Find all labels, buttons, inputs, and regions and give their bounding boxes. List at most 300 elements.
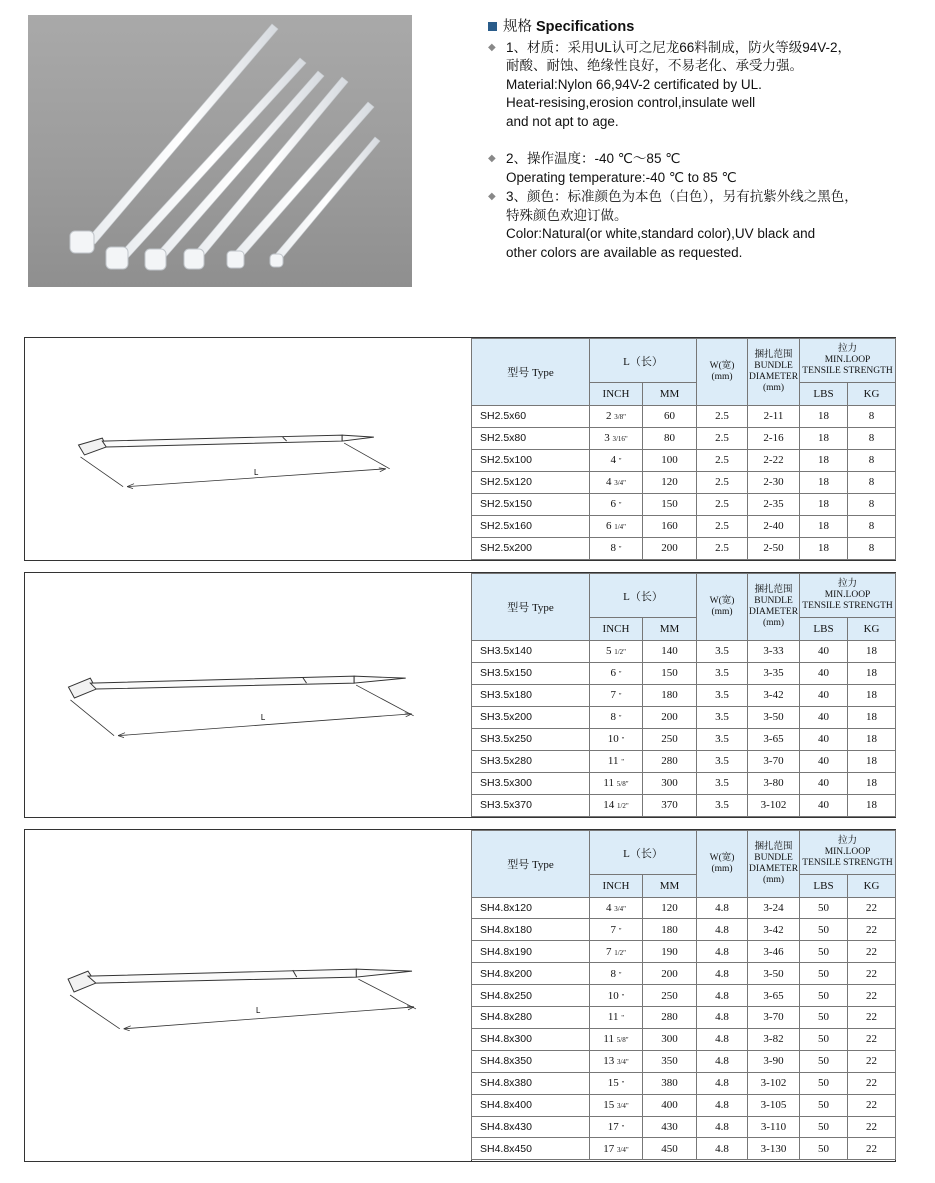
cell-inch bbox=[590, 662, 643, 684]
cell-mm: 180 bbox=[643, 919, 697, 941]
cell-inch bbox=[590, 1007, 643, 1029]
table-row bbox=[472, 1116, 896, 1138]
cell-inch bbox=[590, 684, 643, 706]
spec-line: Operating temperature:-40 ℃ to 85 ℃ bbox=[506, 169, 737, 185]
inch-fraction: 3/16" bbox=[612, 435, 628, 443]
header-bundle bbox=[748, 574, 800, 641]
cell-inch bbox=[590, 427, 643, 449]
table-row bbox=[472, 706, 896, 728]
cell-width: 4.8 bbox=[697, 963, 748, 985]
table-row bbox=[472, 515, 896, 537]
table-row bbox=[472, 684, 896, 706]
header-bundle bbox=[748, 831, 800, 898]
cell-type: SH4.8x450 bbox=[472, 1138, 590, 1160]
inch-fraction: " bbox=[621, 758, 625, 766]
cell-kg: 22 bbox=[848, 1028, 896, 1050]
inch-whole: 11 bbox=[607, 755, 619, 767]
cell-bundle: 2-22 bbox=[748, 449, 800, 471]
cell-mm: 380 bbox=[643, 1072, 697, 1094]
spec-line: 2、操作温度：-40 ℃～85 ℃ bbox=[506, 151, 681, 166]
cell-bundle: 3-35 bbox=[748, 662, 800, 684]
table-row bbox=[472, 662, 896, 684]
inch-fraction: 3/8" bbox=[614, 413, 627, 421]
header-bundle-en1: BUNDLE bbox=[754, 360, 793, 371]
cell-width: 2.5 bbox=[697, 405, 748, 427]
product-photo bbox=[28, 15, 412, 287]
inch-whole: 10 bbox=[607, 989, 619, 1002]
cell-mm: 250 bbox=[643, 728, 697, 750]
inch-whole: 4 bbox=[605, 901, 612, 914]
table-row bbox=[472, 941, 896, 963]
cell-type: SH2.5x160 bbox=[472, 515, 590, 537]
cell-width: 4.8 bbox=[697, 919, 748, 941]
cell-inch bbox=[590, 405, 643, 427]
inch-fraction: " bbox=[618, 545, 622, 553]
cell-type: SH2.5x200 bbox=[472, 537, 590, 559]
inch-fraction: " bbox=[618, 970, 622, 979]
cell-lbs: 18 bbox=[800, 537, 848, 559]
table-row bbox=[472, 794, 896, 816]
header-mm: MM bbox=[643, 875, 697, 898]
cell-inch bbox=[590, 985, 643, 1007]
inch-fraction: " bbox=[618, 670, 622, 678]
inch-whole: 17 bbox=[607, 1121, 619, 1134]
cell-bundle: 3-50 bbox=[748, 963, 800, 985]
cell-type: SH4.8x120 bbox=[472, 897, 590, 919]
cell-bundle: 3-102 bbox=[748, 1072, 800, 1094]
cell-type: SH3.5x180 bbox=[472, 684, 590, 706]
product-block-sh3.5 bbox=[24, 572, 896, 818]
cell-type: SH2.5x100 bbox=[472, 449, 590, 471]
cell-mm: 120 bbox=[643, 897, 697, 919]
header-tensile-cn: 拉力 bbox=[838, 836, 858, 846]
inch-whole: 8 bbox=[610, 967, 616, 980]
cell-mm: 60 bbox=[643, 405, 697, 427]
cell-mm: 200 bbox=[643, 706, 697, 728]
inch-fraction: " bbox=[618, 926, 622, 935]
table-row bbox=[472, 1007, 896, 1029]
inch-fraction: " bbox=[618, 501, 622, 509]
inch-whole: 11 bbox=[603, 777, 615, 789]
cell-kg: 22 bbox=[848, 963, 896, 985]
table-row bbox=[472, 897, 896, 919]
cell-bundle: 3-65 bbox=[748, 985, 800, 1007]
table-row bbox=[472, 405, 896, 427]
cell-kg: 22 bbox=[848, 1116, 896, 1138]
header-inch: INCH bbox=[590, 383, 643, 406]
header-bundle-unit: (mm) bbox=[762, 617, 785, 628]
cell-width: 3.5 bbox=[697, 794, 748, 816]
cell-width: 3.5 bbox=[697, 728, 748, 750]
cell-mm: 190 bbox=[643, 941, 697, 963]
cell-kg: 22 bbox=[848, 1072, 896, 1094]
cell-bundle: 3-50 bbox=[748, 706, 800, 728]
header-mm: MM bbox=[643, 383, 697, 406]
tie-head-4 bbox=[184, 249, 204, 269]
cell-kg: 18 bbox=[848, 684, 896, 706]
cell-lbs: 40 bbox=[800, 640, 848, 662]
cell-width: 2.5 bbox=[697, 515, 748, 537]
table-row bbox=[472, 640, 896, 662]
cell-width: 2.5 bbox=[697, 471, 748, 493]
inch-fraction: " bbox=[621, 736, 625, 744]
tie-head-6 bbox=[270, 254, 283, 267]
inch-whole: 17 bbox=[603, 1142, 615, 1155]
cell-lbs: 40 bbox=[800, 750, 848, 772]
cell-inch bbox=[590, 728, 643, 750]
inch-fraction: " bbox=[618, 692, 622, 700]
cell-kg: 8 bbox=[848, 405, 896, 427]
cell-width: 3.5 bbox=[697, 640, 748, 662]
cell-bundle: 3-70 bbox=[748, 1007, 800, 1029]
spec-line: Color:Natural(or white,standard color),UV black and bbox=[506, 226, 816, 241]
cell-type: SH4.8x200 bbox=[472, 963, 590, 985]
cell-bundle: 2-40 bbox=[748, 515, 800, 537]
header-width-label: W(宽) bbox=[709, 360, 735, 371]
cell-bundle: 3-46 bbox=[748, 941, 800, 963]
cable-tie-diagram bbox=[25, 830, 471, 1161]
header-width bbox=[697, 574, 748, 641]
cell-width: 4.8 bbox=[697, 1072, 748, 1094]
cell-lbs: 40 bbox=[800, 706, 848, 728]
table-row bbox=[472, 471, 896, 493]
tie-head-1 bbox=[70, 231, 94, 253]
cell-inch bbox=[590, 1050, 643, 1072]
cell-mm: 450 bbox=[643, 1138, 697, 1160]
inch-whole: 15 bbox=[603, 1099, 615, 1112]
table-row bbox=[472, 1138, 896, 1160]
cell-width: 4.8 bbox=[697, 941, 748, 963]
cell-kg: 22 bbox=[848, 1050, 896, 1072]
spec-title-en: Specifications bbox=[536, 19, 635, 35]
cell-width: 4.8 bbox=[697, 1116, 748, 1138]
cell-kg: 8 bbox=[848, 515, 896, 537]
cell-width: 4.8 bbox=[697, 897, 748, 919]
header-bundle-en2: DIAMETER bbox=[748, 863, 799, 874]
header-lbs: LBS bbox=[800, 618, 848, 641]
cell-type: SH4.8x250 bbox=[472, 985, 590, 1007]
cell-lbs: 50 bbox=[800, 1138, 848, 1160]
table-row bbox=[472, 750, 896, 772]
inch-fraction: 1/2" bbox=[614, 648, 627, 656]
cell-lbs: 40 bbox=[800, 772, 848, 794]
cell-lbs: 50 bbox=[800, 1028, 848, 1050]
spec-temperature bbox=[488, 150, 918, 187]
cell-lbs: 50 bbox=[800, 1094, 848, 1116]
cell-bundle: 3-42 bbox=[748, 684, 800, 706]
cell-kg: 22 bbox=[848, 985, 896, 1007]
cell-bundle: 3-105 bbox=[748, 1094, 800, 1116]
cell-width: 4.8 bbox=[697, 1007, 748, 1029]
inch-whole: 7 bbox=[610, 923, 616, 936]
cell-width: 4.8 bbox=[697, 1138, 748, 1160]
cell-mm: 350 bbox=[643, 1050, 697, 1072]
inch-fraction: 5/8" bbox=[616, 780, 629, 788]
spec-heading bbox=[488, 18, 918, 37]
cell-kg: 22 bbox=[848, 941, 896, 963]
inch-fraction: 3/4" bbox=[616, 1145, 629, 1154]
cell-inch bbox=[590, 794, 643, 816]
table-row bbox=[472, 1094, 896, 1116]
inch-fraction: " bbox=[618, 457, 622, 465]
header-width-label: W(宽) bbox=[709, 595, 735, 606]
table-row bbox=[472, 449, 896, 471]
header-kg: KG bbox=[848, 875, 896, 898]
cell-mm: 430 bbox=[643, 1116, 697, 1138]
spec-material bbox=[488, 39, 918, 132]
spec-line: 特殊颜色欢迎订做。 bbox=[506, 207, 628, 223]
cell-lbs: 50 bbox=[800, 941, 848, 963]
header-length: L（长） bbox=[590, 574, 697, 618]
cell-kg: 18 bbox=[848, 706, 896, 728]
inch-whole: 11 bbox=[607, 1011, 619, 1024]
cell-type: SH3.5x250 bbox=[472, 728, 590, 750]
inch-whole: 11 bbox=[603, 1033, 615, 1046]
cell-kg: 18 bbox=[848, 728, 896, 750]
header-width-label: W(宽) bbox=[709, 852, 735, 863]
spec-line: and not apt to age. bbox=[506, 113, 619, 129]
tie-diagram-panel bbox=[25, 830, 472, 1161]
header-length: L（长） bbox=[590, 339, 697, 383]
cell-lbs: 40 bbox=[800, 662, 848, 684]
cell-lbs: 50 bbox=[800, 1116, 848, 1138]
cell-width: 4.8 bbox=[697, 1028, 748, 1050]
header-bundle-cn: 捆扎范围 bbox=[754, 841, 793, 852]
cell-inch bbox=[590, 493, 643, 515]
cell-bundle: 3-70 bbox=[748, 750, 800, 772]
inch-fraction: " bbox=[621, 992, 625, 1001]
header-inch: INCH bbox=[590, 875, 643, 898]
inch-fraction: 1/2" bbox=[614, 948, 627, 957]
table-row bbox=[472, 1072, 896, 1094]
cell-type: SH4.8x400 bbox=[472, 1094, 590, 1116]
cell-type: SH3.5x300 bbox=[472, 772, 590, 794]
product-block-sh4.8 bbox=[24, 829, 896, 1162]
cell-inch bbox=[590, 772, 643, 794]
cell-mm: 200 bbox=[643, 537, 697, 559]
cable-tie-diagram bbox=[25, 573, 471, 817]
header-width bbox=[697, 831, 748, 898]
spec-title-cn: 规格 bbox=[503, 19, 532, 35]
cell-inch bbox=[590, 537, 643, 559]
cell-mm: 250 bbox=[643, 985, 697, 1007]
cell-lbs: 50 bbox=[800, 919, 848, 941]
table-row bbox=[472, 985, 896, 1007]
header-bundle-cn: 捆扎范围 bbox=[754, 349, 793, 360]
inch-whole: 6 bbox=[605, 520, 612, 532]
header-type: 型号 Type bbox=[472, 831, 590, 898]
cell-width: 2.5 bbox=[697, 449, 748, 471]
cell-mm: 300 bbox=[643, 1028, 697, 1050]
cell-mm: 400 bbox=[643, 1094, 697, 1116]
cell-type: SH4.8x180 bbox=[472, 919, 590, 941]
cell-type: SH4.8x430 bbox=[472, 1116, 590, 1138]
square-bullet-icon bbox=[488, 22, 497, 31]
cell-bundle: 3-102 bbox=[748, 794, 800, 816]
inch-whole: 6 bbox=[610, 667, 616, 679]
inch-whole: 8 bbox=[610, 542, 616, 554]
cell-inch bbox=[590, 1028, 643, 1050]
table-row bbox=[472, 537, 896, 559]
inch-whole: 13 bbox=[603, 1055, 615, 1068]
header-lbs: LBS bbox=[800, 875, 848, 898]
cell-kg: 22 bbox=[848, 897, 896, 919]
cell-type: SH3.5x280 bbox=[472, 750, 590, 772]
header-width-unit: (mm) bbox=[711, 863, 733, 874]
cell-type: SH2.5x150 bbox=[472, 493, 590, 515]
cell-width: 2.5 bbox=[697, 493, 748, 515]
inch-whole: 8 bbox=[610, 711, 616, 723]
diamond-bullet-icon: ◆ bbox=[488, 41, 496, 53]
inch-fraction: 3/4" bbox=[614, 904, 627, 913]
cell-type: SH4.8x280 bbox=[472, 1007, 590, 1029]
header-bundle-unit: (mm) bbox=[762, 382, 785, 393]
cell-type: SH4.8x300 bbox=[472, 1028, 590, 1050]
cell-inch bbox=[590, 919, 643, 941]
cell-bundle: 2-50 bbox=[748, 537, 800, 559]
cell-kg: 8 bbox=[848, 471, 896, 493]
cell-lbs: 50 bbox=[800, 1007, 848, 1029]
header-tensile-en2: TENSILE STRENGTH bbox=[802, 601, 893, 611]
spec-line: 耐酸、耐蚀、绝缘性良好，不易老化、承受力强。 bbox=[506, 58, 803, 73]
cell-type: SH4.8x350 bbox=[472, 1050, 590, 1072]
header-tensile-en1: MIN.LOOP bbox=[824, 590, 871, 600]
cell-kg: 8 bbox=[848, 449, 896, 471]
cell-type: SH3.5x370 bbox=[472, 794, 590, 816]
inch-fraction: " bbox=[621, 1124, 625, 1133]
cell-bundle: 2-11 bbox=[748, 405, 800, 427]
header-bundle-cn: 捆扎范围 bbox=[754, 584, 793, 595]
cell-lbs: 40 bbox=[800, 728, 848, 750]
cell-mm: 200 bbox=[643, 963, 697, 985]
cell-width: 3.5 bbox=[697, 772, 748, 794]
cell-kg: 22 bbox=[848, 1007, 896, 1029]
length-label: L bbox=[260, 712, 266, 722]
spec-line: Material:Nylon 66,94V-2 certificated by UL. bbox=[506, 76, 762, 92]
diamond-bullet-icon: ◆ bbox=[488, 153, 496, 164]
inch-fraction: 3/4" bbox=[616, 1058, 629, 1067]
cell-mm: 150 bbox=[643, 493, 697, 515]
inch-fraction: 3/4" bbox=[614, 479, 627, 487]
cell-lbs: 50 bbox=[800, 985, 848, 1007]
cell-kg: 18 bbox=[848, 662, 896, 684]
cell-inch bbox=[590, 1116, 643, 1138]
cell-bundle: 3-82 bbox=[748, 1028, 800, 1050]
header-bundle-en1: BUNDLE bbox=[754, 595, 793, 606]
cell-inch bbox=[590, 471, 643, 493]
cell-inch bbox=[590, 449, 643, 471]
cell-width: 4.8 bbox=[697, 1050, 748, 1072]
cell-bundle: 3-90 bbox=[748, 1050, 800, 1072]
cell-mm: 140 bbox=[643, 640, 697, 662]
tie-diagram-panel bbox=[25, 573, 472, 817]
cell-bundle: 3-80 bbox=[748, 772, 800, 794]
cell-bundle: 3-110 bbox=[748, 1116, 800, 1138]
header-bundle-en2: DIAMETER bbox=[748, 606, 799, 617]
cell-inch bbox=[590, 1094, 643, 1116]
cell-mm: 370 bbox=[643, 794, 697, 816]
cell-bundle: 3-130 bbox=[748, 1138, 800, 1160]
tie-head-3 bbox=[145, 249, 166, 270]
table-row bbox=[472, 728, 896, 750]
cell-type: SH2.5x120 bbox=[472, 471, 590, 493]
cell-type: SH3.5x140 bbox=[472, 640, 590, 662]
inch-whole: 4 bbox=[605, 476, 612, 488]
cell-inch bbox=[590, 1138, 643, 1160]
cell-mm: 80 bbox=[643, 427, 697, 449]
cell-kg: 18 bbox=[848, 794, 896, 816]
header-tensile bbox=[800, 574, 896, 618]
spec-color bbox=[488, 188, 918, 262]
header-bundle-unit: (mm) bbox=[762, 874, 785, 885]
cell-mm: 280 bbox=[643, 1007, 697, 1029]
cable-ties-photo bbox=[28, 15, 412, 287]
cell-bundle: 3-65 bbox=[748, 728, 800, 750]
spec-line: 3、颜色：标准颜色为本色（白色），另有抗紫外线之黑色， bbox=[506, 189, 858, 204]
cell-width: 3.5 bbox=[697, 750, 748, 772]
cell-kg: 8 bbox=[848, 427, 896, 449]
spec-line: 1、材质：采用UL认可之尼龙66料制成，防火等级94V-2， bbox=[506, 39, 852, 55]
cell-mm: 150 bbox=[643, 662, 697, 684]
cell-lbs: 18 bbox=[800, 493, 848, 515]
spec-table bbox=[471, 830, 896, 1160]
inch-fraction: " bbox=[618, 714, 622, 722]
product-block-sh2.5 bbox=[24, 337, 896, 561]
table-row bbox=[472, 1050, 896, 1072]
cell-lbs: 40 bbox=[800, 684, 848, 706]
cell-bundle: 2-35 bbox=[748, 493, 800, 515]
cell-lbs: 18 bbox=[800, 471, 848, 493]
inch-whole: 7 bbox=[610, 689, 616, 701]
cell-inch bbox=[590, 750, 643, 772]
cell-kg: 22 bbox=[848, 919, 896, 941]
cell-mm: 100 bbox=[643, 449, 697, 471]
tie-diagram-panel bbox=[25, 338, 472, 560]
header-bundle-en1: BUNDLE bbox=[754, 852, 793, 863]
cell-mm: 180 bbox=[643, 684, 697, 706]
cell-type: SH3.5x150 bbox=[472, 662, 590, 684]
inch-fraction: 1/4" bbox=[614, 523, 627, 531]
header-tensile bbox=[800, 831, 896, 875]
cell-inch bbox=[590, 1072, 643, 1094]
header-width-unit: (mm) bbox=[711, 606, 733, 617]
tie-head-2 bbox=[106, 247, 128, 269]
cell-type: SH2.5x80 bbox=[472, 427, 590, 449]
cell-mm: 120 bbox=[643, 471, 697, 493]
cell-inch bbox=[590, 706, 643, 728]
cell-inch bbox=[590, 941, 643, 963]
inch-fraction: 3/4" bbox=[616, 1102, 629, 1111]
cell-lbs: 18 bbox=[800, 427, 848, 449]
inch-fraction: 1/2" bbox=[616, 802, 629, 810]
inch-fraction: " bbox=[621, 1080, 625, 1089]
inch-whole: 14 bbox=[603, 799, 615, 811]
cell-type: SH2.5x60 bbox=[472, 405, 590, 427]
header-tensile-en1: MIN.LOOP bbox=[824, 847, 871, 857]
cell-lbs: 50 bbox=[800, 1050, 848, 1072]
cell-lbs: 18 bbox=[800, 405, 848, 427]
cell-kg: 8 bbox=[848, 537, 896, 559]
header-kg: KG bbox=[848, 618, 896, 641]
header-type: 型号 Type bbox=[472, 574, 590, 641]
cell-type: SH4.8x380 bbox=[472, 1072, 590, 1094]
header-mm: MM bbox=[643, 618, 697, 641]
cell-width: 2.5 bbox=[697, 537, 748, 559]
header-tensile-en1: MIN.LOOP bbox=[824, 355, 871, 365]
length-label: L bbox=[255, 1005, 261, 1015]
cell-kg: 8 bbox=[848, 493, 896, 515]
cell-mm: 280 bbox=[643, 750, 697, 772]
